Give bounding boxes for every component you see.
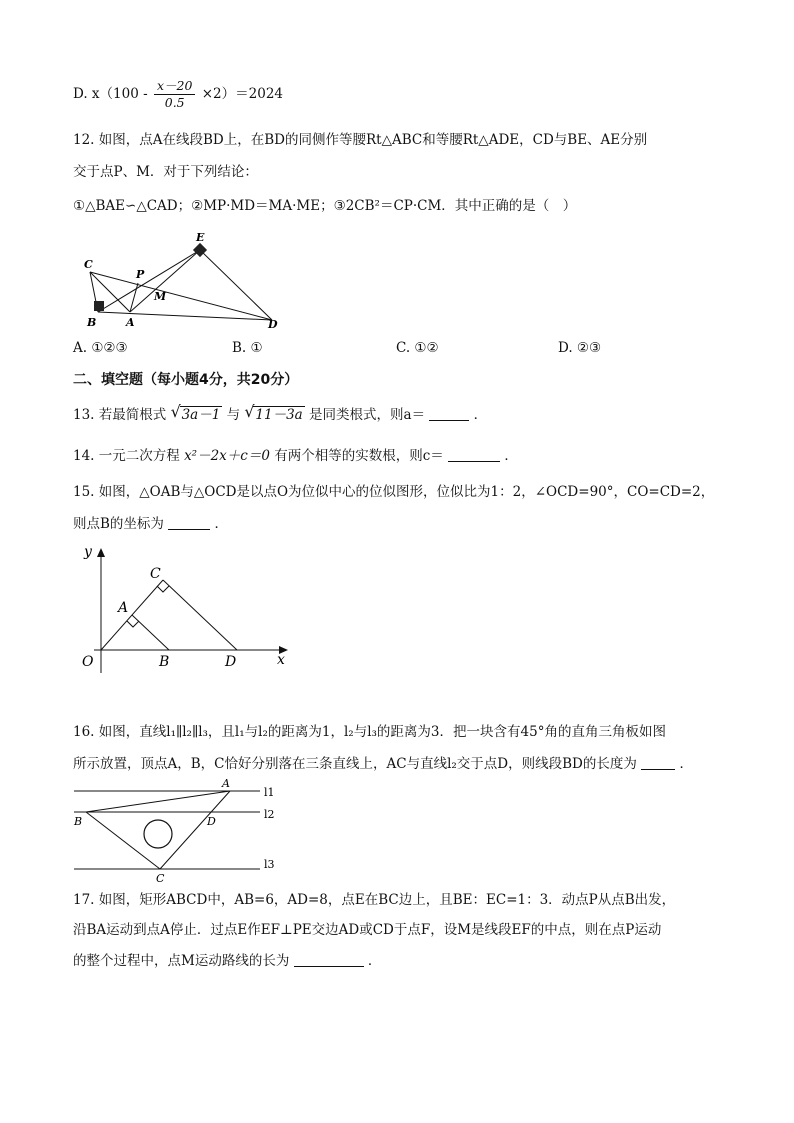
q15-label-C: C (150, 566, 161, 582)
q11-fraction-numerator: x－20 (154, 78, 195, 95)
q12-label-A: A (126, 316, 135, 329)
q12-option-b[interactable]: B. ① (232, 340, 263, 356)
q11-option-d-label: D. x（100 - (73, 86, 148, 102)
q16-label-l3: l3 (264, 858, 275, 871)
q17-line3-prefix: 的整个过程中，点M运动路线的长为 (73, 953, 290, 969)
q16-label-B: B (74, 815, 83, 828)
q15-label-D: D (225, 654, 237, 670)
q17-answer-blank[interactable] (294, 952, 364, 967)
q15-seg-CD (163, 580, 237, 650)
q12-label-D: D (268, 318, 278, 331)
q16-answer-blank[interactable] (641, 755, 675, 770)
q16-label-C: C (156, 872, 165, 884)
q12-line1: 12. 如图，点A在线段BD上，在BD的同侧作等腰Rt△ABC和等腰Rt△ADE，CD与BE、AE分别 (73, 132, 648, 148)
q15-line2-prefix: 则点B的坐标为 (73, 516, 164, 532)
q16-label-l2: l2 (264, 808, 275, 821)
q13-radicand-1: 3a－1 (181, 407, 221, 423)
q12-option-c[interactable]: C. ①② (396, 340, 439, 356)
q11-option-d (73, 78, 283, 111)
q17-line3-end: ． (367, 953, 382, 969)
q16-line2 (73, 754, 693, 774)
q14-equation: x²－2x＋c＝0 (184, 448, 270, 464)
q14 (73, 446, 518, 466)
q16-label-D: D (207, 815, 216, 828)
q15-seg-AB (132, 615, 169, 650)
q14-end: ． (504, 448, 518, 464)
q16-line2-end: ． (679, 756, 693, 772)
q13-radical-1: √ 3a－1 (170, 402, 221, 423)
q13-answer-blank[interactable] (429, 406, 469, 421)
q16-label-A: A (222, 777, 230, 790)
q12-option-d[interactable]: D. ②③ (558, 340, 602, 356)
q16-triangle-hole (144, 820, 172, 848)
q16-seg-BC (86, 812, 160, 869)
section-heading-fill-in: 二、填空题（每小题4分，共20分） (73, 372, 299, 388)
q16-line1: 16. 如图，直线l₁∥l₂∥l₃，且l₁与l₂的距离为1，l₂与l₃的距离为3．把一块含有45°角的直角三角板如图 (73, 724, 666, 740)
q15-y-arrow (97, 548, 105, 557)
q16-seg-AC (160, 791, 230, 869)
q12-right-angle-B (94, 301, 104, 311)
q12-label-C: C (84, 258, 93, 271)
q13 (73, 402, 488, 425)
q14-answer-blank[interactable] (448, 447, 500, 462)
q15-right-angle-C (157, 586, 169, 592)
q17-line2: 沿BA运动到点A停止．过点E作EF⊥PE交边AD或CD于点F，设M是线段EF的中点，则在点P运动 (73, 922, 662, 938)
q15-label-A: A (118, 600, 129, 616)
q14-prefix: 14. 一元二次方程 (73, 448, 180, 464)
q15-figure (76, 540, 296, 680)
q14-suffix: 有两个相等的实数根，则c＝ (274, 448, 444, 464)
q13-middle: 与 (226, 407, 241, 423)
q17-line1: 17. 如图，矩形ABCD中，AB=6，AD=8，点E在BC边上，且BE：EC=1：3．动点P从点B出发， (73, 892, 676, 908)
q12-option-a[interactable]: A. ①②③ (73, 340, 128, 356)
q12-options (73, 338, 673, 358)
q12-label-P: P (136, 268, 145, 281)
q16-seg-AB (86, 791, 230, 812)
q12-seg-ED (200, 250, 272, 320)
q12-line2: 交于点P、M．对于下列结论： (73, 164, 258, 180)
q15-answer-blank[interactable] (168, 515, 210, 530)
q16-label-l1: l1 (264, 786, 275, 799)
q15-line2 (73, 514, 228, 534)
q12-seg-BE (98, 250, 200, 312)
q16-line2-prefix: 所示放置，顶点A，B，C恰好分别落在三条直线上，AC与直线l₂交于点D，则线段BD的长度为 (73, 756, 637, 772)
q15-label-O: O (82, 654, 94, 670)
q13-suffix: 是同类根式，则a＝ (309, 407, 426, 423)
q15-line2-end: ． (214, 516, 229, 532)
q15-label-y: y (84, 544, 92, 560)
q15-label-B: B (159, 654, 170, 670)
q12-line3: ①△BAE∽△CAD；②MP·MD＝MA·ME；③2CB²＝CP·CM．其中正确的是（ ） (73, 198, 577, 214)
q17-line3 (73, 951, 381, 971)
q15-right-angle-A (127, 621, 139, 627)
q12-label-E: E (196, 231, 205, 244)
q15-line1: 15. 如图，△OAB与△OCD是以点O为位似中心的位似图形，位似比为1：2，∠OCD=90°，CO=CD=2， (73, 484, 715, 500)
q13-end: ． (473, 407, 488, 423)
q12-seg-AP (130, 283, 138, 312)
q13-prefix: 13. 若最简根式 (73, 407, 167, 423)
q11-option-d-fraction (154, 78, 195, 111)
q16-figure (70, 776, 280, 884)
q13-radicand-2: 11－3a (255, 407, 303, 423)
q11-fraction-denominator: 0.5 (164, 95, 185, 110)
q15-label-x: x (277, 652, 285, 668)
q12-label-B: B (87, 316, 97, 329)
q13-radical-2: √ 11－3a (244, 402, 303, 423)
q11-option-d-tail: ×2）＝2024 (201, 86, 283, 102)
q12-figure (72, 228, 286, 332)
q12-label-M: M (154, 290, 167, 303)
